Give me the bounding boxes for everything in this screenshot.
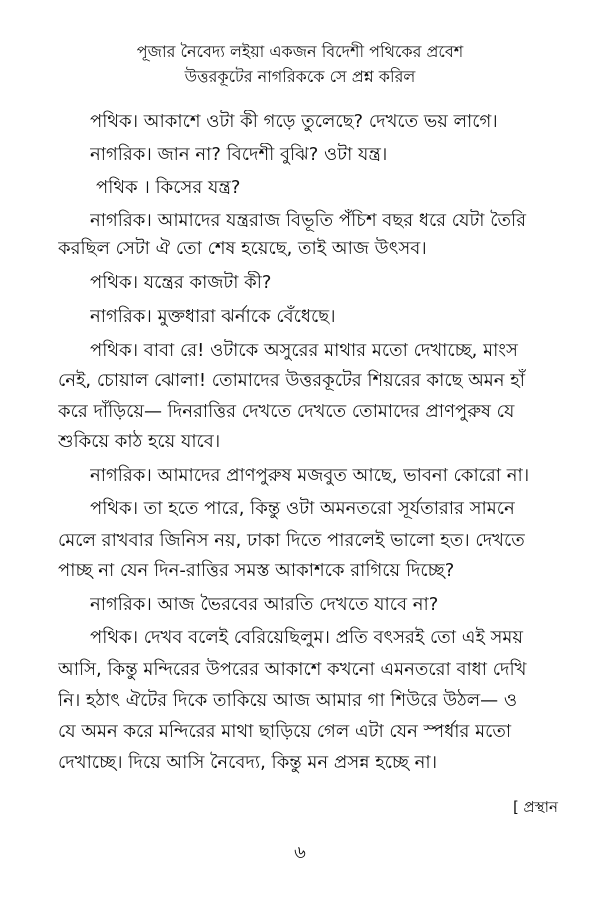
stage-heading-line-2: উত্তরকূটের নাগরিককে সে প্রশ্ন করিল [184, 67, 416, 86]
dialogue-line: আসি, কিন্তু মন্দিরের উপরের আকাশে কখনো এমনতরো বাধা দেখি [58, 659, 527, 680]
stage-heading-line-1: পূজার নৈবেদ্য লইয়া একজন বিদেশী পথিকের প্রবেশ [136, 42, 464, 61]
dialogue-line: দেখাচ্ছে। দিয়ে আসি নৈবেদ্য, কিন্তু মন প্রসন্ন হচ্ছে না। [58, 752, 438, 773]
dialogue-line: নি। হঠাৎ ঐটের দিকে তাকিয়ে আজ আমার গা শিউরে উঠল— ও [58, 690, 518, 711]
dialogue-line: নেই, চোয়াল ঝোলা! তোমাদের উত্তরকূটের শিয়রের কাছে অমন হাঁ [58, 370, 525, 391]
dialogue-line: শুকিয়ে কাঠ হয়ে যাবে। [58, 431, 221, 452]
dialogue-line: করছিল সেটা ঐ তো শেষ হয়েছে, তাই আজ উৎসব। [58, 238, 427, 259]
dialogue-line: পথিক। দেখব বলেই বেরিয়েছিলুম। প্রতি বৎসরই তো এই সময় [90, 627, 524, 648]
stage-direction-exit: [ প্রস্থান [512, 798, 558, 816]
dialogue-line: যে অমন করে মন্দিরের মাথা ছাড়িয়ে গেল এটা যেন স্পর্ধার মতো [58, 721, 512, 742]
dialogue-line: পথিক। যন্ত্রের কাজটা কী? [90, 272, 272, 293]
dialogue-line: পথিক । কিসের যন্ত্র? [96, 177, 241, 198]
dialogue-line: পথিক। আকাশে ওটা কী গড়ে তুলেছে? দেখতে ভয় লাগে। [90, 111, 498, 132]
dialogue-line: নাগরিক। আমাদের প্রাণপুরুষ মজবুত আছে, ভাবনা কোরো না। [90, 465, 530, 486]
dialogue-line: নাগরিক। আমাদের যন্ত্ররাজ বিভূতি পঁচিশ বছর ধরে যেটা তৈরি [90, 210, 527, 231]
dialogue-line: নাগরিক। মুক্তধারা ঝর্নাকে বেঁধেছে। [90, 306, 336, 327]
dialogue-line: নাগরিক। আজ ভৈরবের আরতি দেখতে যাবে না? [90, 594, 439, 615]
page-number: ৬ [294, 842, 306, 863]
dialogue-line: পথিক। তা হতে পারে, কিন্তু ওটা অমনতরো সূর্যতারার সামনে [90, 498, 515, 519]
dialogue-line: মেলে রাখবার জিনিস নয়, ঢাকা দিতে পারলেই ভালো হত। দেখতে [58, 530, 525, 551]
dialogue-line: পাচ্ছ না যেন দিন-রাত্তির সমস্ত আকাশকে রাগিয়ে দিচ্ছে? [58, 560, 455, 581]
dialogue-line: পথিক। বাবা রে! ওটাকে অসুরের মাথার মতো দেখাচ্ছে, মাংস [90, 340, 518, 361]
dialogue-line: নাগরিক। জান না? বিদেশী বুঝি? ওটা যন্ত্র। [90, 144, 388, 165]
dialogue-line: করে দাঁড়িয়ে— দিনরাত্তির দেখতে দেখতে তোমাদের প্রাণপুরুষ যে [58, 401, 515, 422]
